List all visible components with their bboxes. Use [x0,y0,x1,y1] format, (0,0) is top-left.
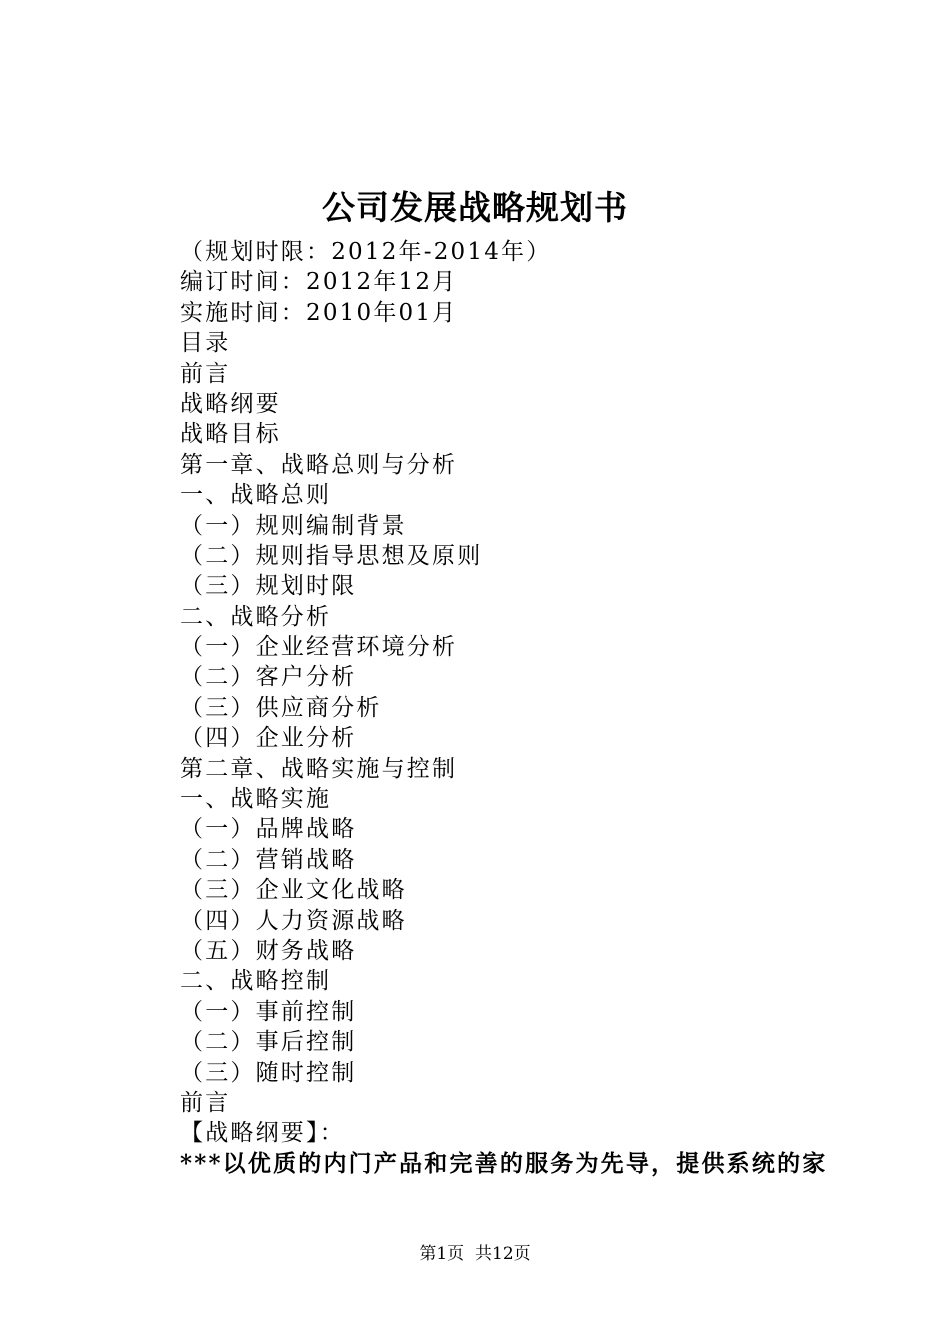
toc-item: 战略目标 [180,421,281,448]
document-body [180,237,860,1179]
strategy-outline-heading: 【战略纲要】： [180,1120,345,1147]
toc-section: 一、战略实施 [180,786,332,813]
document-title: 公司发展战略规划书 [322,188,628,227]
toc-subsection: （二）营销战略 [180,846,357,873]
toc-subsection: （一）事前控制 [180,998,357,1025]
toc-chapter: 第一章、战略总则与分析 [180,451,458,478]
preface-heading: 前言 [180,1089,231,1116]
toc-subsection: （一）企业经营环境分析 [180,634,458,661]
toc-subsection: （四）企业分析 [180,725,357,752]
toc-heading: 目录 [180,330,231,357]
toc-subsection: （四）人力资源战略 [180,907,407,934]
body-paragraph-line: ***以优质的内门产品和完善的服务为先导，提供系统的家 [180,1149,828,1177]
toc-subsection: （三）随时控制 [180,1059,357,1086]
toc-subsection: （二）规则指导思想及原则 [180,542,483,569]
time-range-line: （规划时限：2012年-2014年） [180,239,552,265]
toc-subsection: （三）供应商分析 [180,694,382,721]
toc-subsection: （一）规则编制背景 [180,512,407,539]
toc-section: 二、战略分析 [180,603,332,630]
compile-date-line: 编订时间：2012年12月 [180,269,458,296]
page-number: 第1页 [419,1244,465,1264]
toc-subsection: （三）规划时限 [180,573,357,600]
toc-subsection: （二）事后控制 [180,1029,357,1056]
implement-date-line: 实施时间：2010年01月 [180,299,458,326]
toc-section: 一、战略总则 [180,482,332,509]
page-total: 共12页 [475,1244,531,1264]
toc-subsection: （三）企业文化战略 [180,877,407,904]
toc-item: 前言 [180,360,231,387]
toc-subsection: （二）客户分析 [180,664,357,691]
toc-section: 二、战略控制 [180,968,332,995]
toc-item: 战略纲要 [180,390,281,417]
page-footer [0,1242,950,1266]
toc-subsection: （五）财务战略 [180,937,357,964]
toc-chapter: 第二章、战略实施与控制 [180,755,458,782]
toc-subsection: （一）品牌战略 [180,816,357,843]
